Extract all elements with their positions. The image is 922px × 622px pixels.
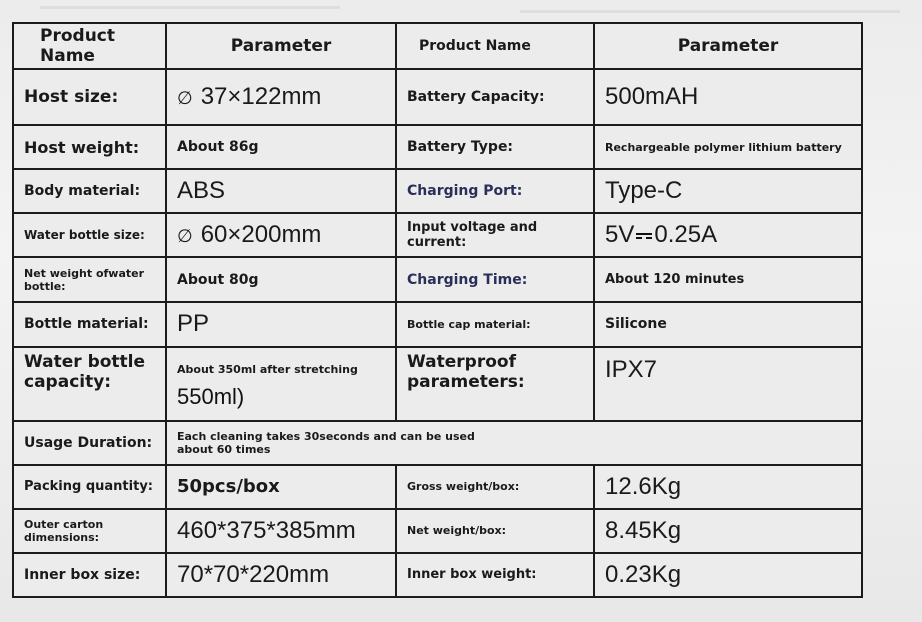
dc-symbol-icon: [636, 232, 652, 240]
value-host-size-text: 37×122mm: [200, 83, 322, 111]
label-bottle-cap-material: Bottle cap material:: [396, 302, 594, 346]
label-bottle-material: Bottle material:: [13, 302, 166, 346]
value-bottle-cap-material: Silicone: [594, 302, 862, 346]
value-charging-port: Type-C: [594, 169, 862, 213]
value-usage-duration-text: Each cleaning takes 30seconds and can be used about 60 times: [177, 429, 475, 456]
label-host-size: Host size:: [13, 69, 166, 125]
spec-table: [12, 22, 863, 598]
label-net-weight-box: Net weight/box:: [396, 509, 594, 553]
table-row: [13, 125, 862, 169]
table-row: [13, 257, 862, 302]
label-inner-box-size: Inner box size:: [13, 553, 166, 597]
value-input-voltage: [594, 213, 862, 257]
label-waterproof-parameters: Waterproof parameters:: [396, 347, 594, 421]
table-row: [13, 169, 862, 213]
value-net-weight-water-bottle: About 80g: [166, 257, 396, 302]
table-row: [13, 213, 862, 257]
label-water-bottle-size: Water bottle size:: [13, 213, 166, 257]
value-usage-duration: [166, 421, 862, 465]
table-row: [13, 553, 862, 597]
value-body-material: ABS: [166, 169, 396, 213]
diameter-icon: ∅: [177, 226, 193, 247]
label-outer-carton-dimensions: Outer carton dimensions:: [13, 509, 166, 553]
header-product-name-2: Product Name: [396, 23, 594, 69]
diameter-icon: ∅: [177, 88, 193, 109]
table-row: [13, 421, 862, 465]
label-water-bottle-capacity: Water bottle capacity:: [13, 347, 166, 421]
value-outer-carton-dimensions: 460*375*385mm: [166, 509, 396, 553]
label-gross-weight: Gross weight/box:: [396, 465, 594, 509]
label-inner-box-weight: Inner box weight:: [396, 553, 594, 597]
label-host-weight: Host weight:: [13, 125, 166, 169]
value-host-size: [166, 69, 396, 125]
value-net-weight-box: 8.45Kg: [594, 509, 862, 553]
value-host-weight: About 86g: [166, 125, 396, 169]
label-body-material: Body material:: [13, 169, 166, 213]
header-parameter-1: Parameter: [166, 23, 396, 69]
value-waterproof-parameters: IPX7: [594, 347, 862, 421]
table-row: [13, 509, 862, 553]
table-row: [13, 347, 862, 421]
value-voltage: 5V: [605, 221, 635, 249]
value-packing-quantity: 50pcs/box: [166, 465, 396, 509]
value-water-bottle-size-text: 60×200mm: [200, 221, 322, 249]
value-inner-box-weight: 0.23Kg: [594, 553, 862, 597]
table-row: [13, 302, 862, 346]
value-battery-type: Rechargeable polymer lithium battery: [594, 125, 862, 169]
value-water-bottle-capacity-note: About 350ml after stretching: [177, 363, 358, 377]
background-stripe: [40, 6, 340, 9]
label-battery-capacity: Battery Capacity:: [396, 69, 594, 125]
label-usage-duration: Usage Duration:: [13, 421, 166, 465]
value-current: 0.25A: [654, 221, 718, 249]
table-header-row: [13, 23, 862, 69]
value-battery-capacity: 500mAH: [594, 69, 862, 125]
label-net-weight-water-bottle: Net weight ofwater bottle:: [13, 257, 166, 302]
value-inner-box-size: 70*70*220mm: [166, 553, 396, 597]
value-charging-time: About 120 minutes: [594, 257, 862, 302]
value-gross-weight: 12.6Kg: [594, 465, 862, 509]
value-water-bottle-capacity: [166, 347, 396, 421]
label-packing-quantity: Packing quantity:: [13, 465, 166, 509]
value-water-bottle-size: [166, 213, 396, 257]
table-row: [13, 465, 862, 509]
value-bottle-material: PP: [166, 302, 396, 346]
value-water-bottle-capacity-amount: 550ml): [177, 384, 245, 410]
table-row: [13, 69, 862, 125]
header-parameter-2: Parameter: [594, 23, 862, 69]
label-input-voltage: Input voltage and current:: [396, 213, 594, 257]
background-stripe: [520, 10, 900, 13]
label-charging-port: Charging Port:: [396, 169, 594, 213]
label-battery-type: Battery Type:: [396, 125, 594, 169]
label-charging-time: Charging Time:: [396, 257, 594, 302]
header-product-name-1: Product Name: [13, 23, 166, 69]
